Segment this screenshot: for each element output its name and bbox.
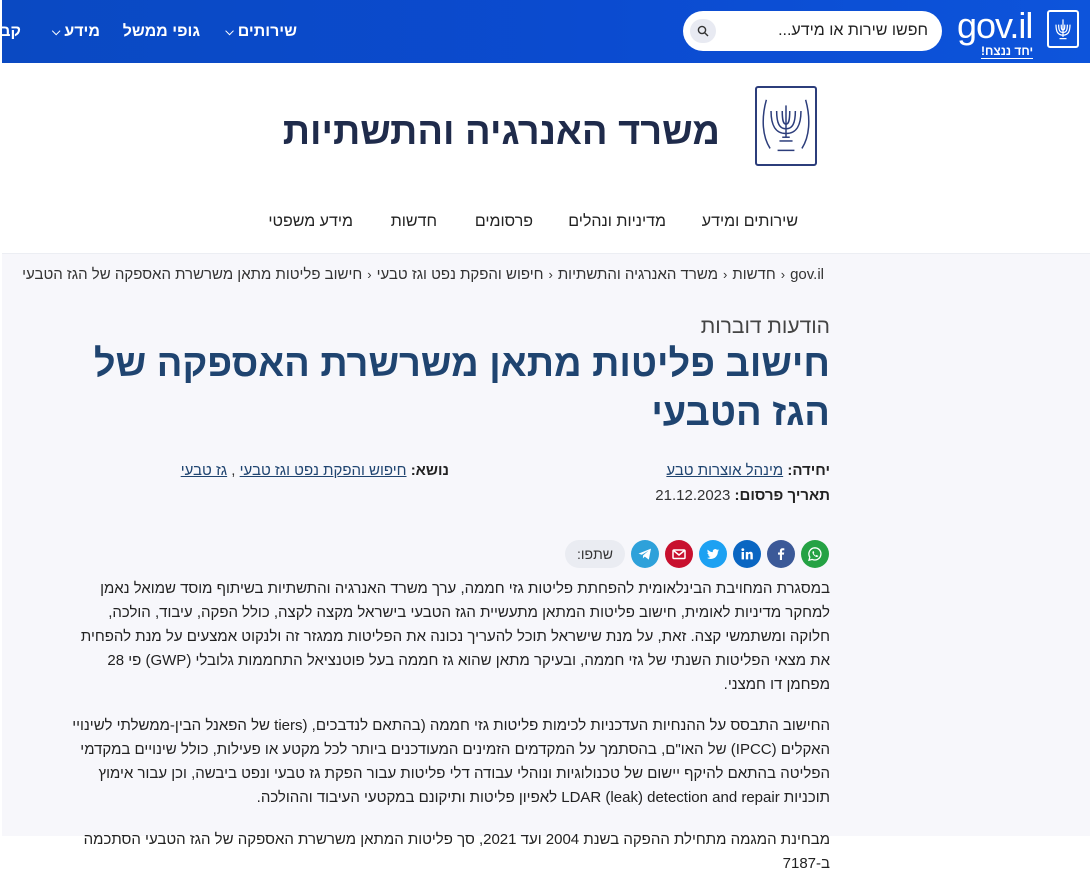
whatsapp-icon <box>807 546 823 562</box>
topnav-services[interactable] <box>225 0 297 63</box>
share-whatsapp-button[interactable] <box>801 540 829 568</box>
article-paragraph: מבחינת המגמה מתחילת ההפקה בשנת 2004 ועד 2021, סך פליטות המתאן משרשרת האספקה של הגז הטבעי הסתכמה ב-7187 <box>83 831 830 872</box>
search-icon <box>697 25 709 37</box>
gov-il-slogan: יחד ננצח! <box>981 44 1034 58</box>
date-value: 21.12.2023 <box>655 487 731 504</box>
topic-link-natural-gas[interactable]: גז טבעי <box>180 462 228 479</box>
content-area <box>2 254 1090 872</box>
share-telegram-button[interactable] <box>631 540 659 568</box>
article-category: הודעות דוברות <box>700 315 830 338</box>
ministry-nav-publications[interactable]: פרסומים <box>474 213 533 230</box>
breadcrumb <box>22 266 824 283</box>
topnav-services-label: שירותים <box>237 23 297 40</box>
unit-link[interactable]: מינהל אוצרות טבע <box>666 462 784 479</box>
article-paragraph: במסגרת המחויבת הבינלאומית להפחתת פליטות גזי חממה, ערך משרד האנרגיה והתשתיות בשיתוף מוסד שמואל נאמן למחקר מדיניות לאומית, חישוב פליטות המתאן מתעשיית הגז הטבעי בישראל מקצה לקצה, כולל הפקה, עיבוד, הולכה, חלוקה ומשתמשי קצה. זאת, על מנת שישראל תוכל להעריך נכונה את הפליטות ממגזר זה ולנקוט אמצעים על מנת להפחית את מצאי הפליטות השנתי של גזי חממה, ובעיקר מתאן שהוא גז חממה בעל פוטנציאל התחממות גלובלי (GWP) פי 28 מפחמן דו חמצני. <box>80 580 830 693</box>
ministry-header <box>2 63 1090 254</box>
ministry-emblem-icon[interactable] <box>755 86 817 166</box>
topnav-government-bodies-label: גופי ממשל <box>122 23 200 40</box>
ministry-nav-news[interactable]: חדשות <box>390 213 437 230</box>
breadcrumb-item-ministry[interactable]: משרד האנרגיה והתשתיות <box>557 266 718 283</box>
chevron-down-icon: ⌵ <box>52 26 61 38</box>
ministry-nav-legal[interactable]: מידע משפטי <box>268 213 353 230</box>
gov-il-logo[interactable] <box>957 4 1045 60</box>
search-button[interactable] <box>690 19 716 43</box>
linkedin-icon <box>739 546 755 562</box>
share-email-button[interactable] <box>665 540 693 568</box>
search-input[interactable] <box>728 19 928 43</box>
search-box <box>683 11 942 51</box>
chevron-left-icon: ‹ <box>548 267 553 282</box>
share-label: שתפו: <box>565 540 625 568</box>
topnav-information-label: מידע <box>64 23 100 40</box>
share-twitter-button[interactable] <box>699 540 727 568</box>
share-linkedin-button[interactable] <box>733 540 761 568</box>
chevron-left-icon: ‹ <box>780 267 786 282</box>
breadcrumb-item-news[interactable]: חדשות <box>732 266 776 283</box>
state-emblem-icon[interactable] <box>1047 10 1079 48</box>
date-label: תאריך פרסום: <box>734 487 830 504</box>
breadcrumb-item-home[interactable]: gov.il <box>790 266 824 283</box>
share-bar <box>563 539 829 569</box>
chevron-down-icon: ⌵ <box>225 26 234 38</box>
unit-label: יחידה: <box>787 462 830 479</box>
ministry-nav-services[interactable]: שירותים ומידע <box>701 213 798 230</box>
telegram-icon <box>637 546 653 562</box>
share-facebook-button[interactable] <box>767 540 795 568</box>
topic-separator: , <box>227 462 240 479</box>
topic-link-oil-gas[interactable]: חיפוש והפקת נפט וגז טבעי <box>239 462 407 479</box>
topnav-more[interactable] <box>0 0 21 63</box>
twitter-icon <box>705 546 721 562</box>
chevron-left-icon: ‹ <box>367 267 372 282</box>
gov-il-logo-text: gov.il <box>957 5 1033 46</box>
topnav-more-label: קב <box>0 23 21 40</box>
chevron-left-icon: ‹ <box>723 267 728 282</box>
page-title: חישוב פליטות מתאן משרשרת האספקה של הגז הטבעי <box>93 343 830 434</box>
breadcrumb-item-current: חישוב פליטות מתאן משרשרת האספקה של הגז הטבעי <box>22 266 363 283</box>
breadcrumb-item-topic[interactable]: חיפוש והפקת נפט וגז טבעי <box>376 266 544 283</box>
topnav-government-bodies[interactable] <box>123 0 200 63</box>
article-paragraph: החישוב התבסס על ההנחיות העדכניות לכימות פליטות גזי חממה (בהתאם לנדבכים, (tiers של הפאנל הבין-ממשלתי לשינויי האקלים (IPCC) של האו"ם, בהסתמך על המקדמים הזמינים המעודכנים ביותר לכל מקטע או פעילות, כולל שינויים במקדמי הפליטה בהתאם להיקף יישום של טכנולוגיות ונוהלי עבודה דלי פליטות עבור הפקת גז טבעי ונפט ביבשה, וכן עבור אימוץ תוכניות LDAR (leak) detection and repair לאפיון פליטות ותיקונם במקטעי העיבוד וההולכה. <box>72 717 830 806</box>
ministry-nav-policies[interactable]: מדיניות ונהלים <box>568 213 666 230</box>
email-icon <box>671 546 687 562</box>
topnav-information[interactable] <box>52 0 100 63</box>
article-unit <box>666 462 830 479</box>
top-bar <box>2 0 1090 63</box>
facebook-icon <box>773 546 789 562</box>
article-topics <box>181 462 449 479</box>
ministry-title[interactable]: משרד האנרגיה והתשתיות <box>282 111 720 153</box>
article-date <box>655 487 830 504</box>
topic-label: נושא: <box>410 462 449 479</box>
